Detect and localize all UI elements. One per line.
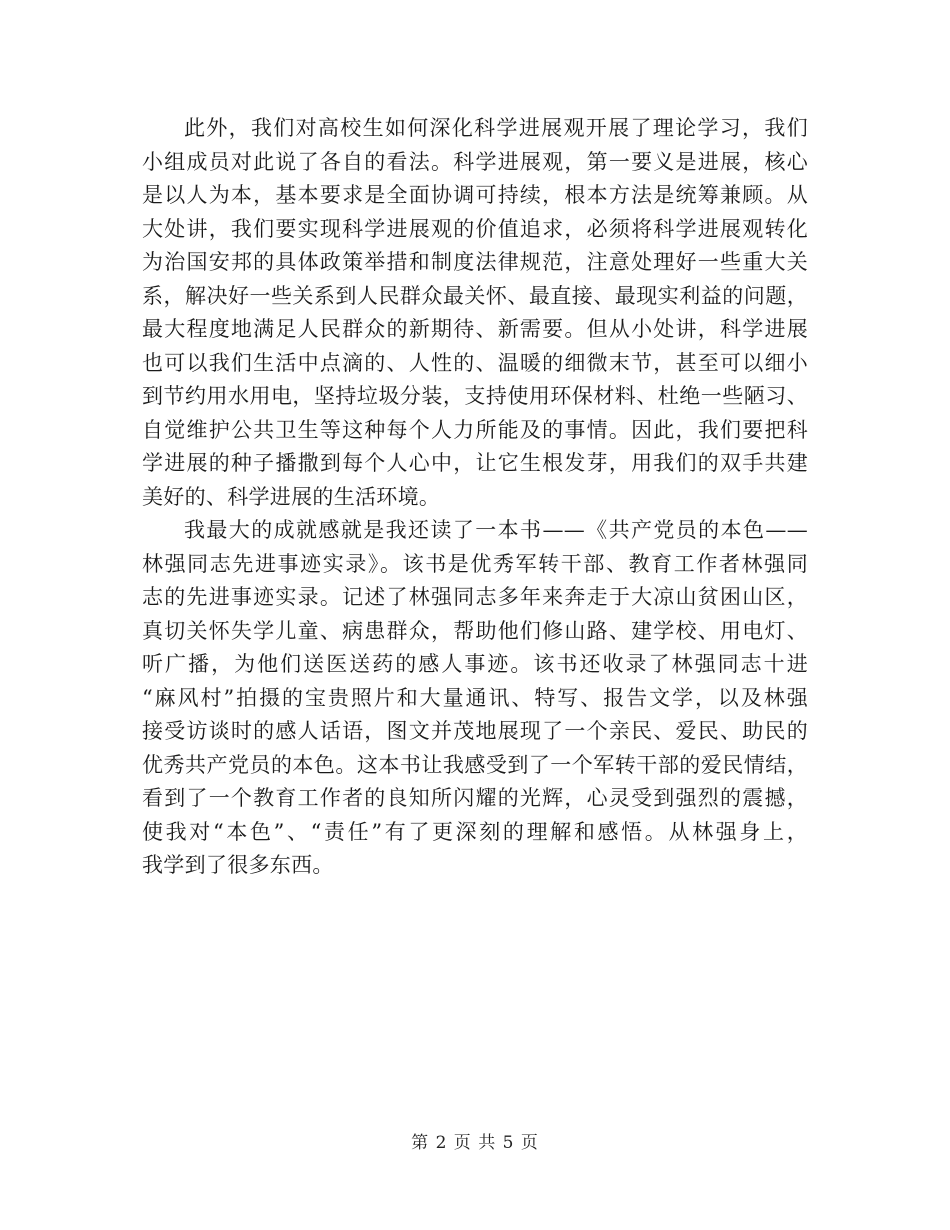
paragraph-1 bbox=[142, 112, 808, 514]
paragraph-line: 自觉维护公共卫生等这种每个人力所能及的事情。因此，我们要把科 bbox=[142, 417, 808, 442]
paragraph-line: 我学到了很多东西。 bbox=[142, 853, 334, 877]
paragraph-line: 林强同志先进事迹实录》。该书是优秀军转干部、教育工作者林强同 bbox=[142, 551, 808, 576]
paragraph-line: 此外，我们对高校生如何深化科学进展观开展了理论学习，我们 bbox=[184, 116, 808, 140]
paragraph-line: 听广播，为他们送医送药的感人事迹。该书还收录了林强同志十进 bbox=[142, 652, 808, 676]
paragraph-line: 是以人为本，基本要求是全面协调可持续，根本方法是统筹兼顾。从 bbox=[142, 183, 808, 207]
paragraph-line: 我最大的成就感就是我还读了一本书——《共产党员的本色—— bbox=[184, 518, 808, 542]
paragraph-line: 美好的、科学进展的生活环境。 bbox=[142, 484, 441, 509]
paragraph-line: 到节约用水用电，坚持垃圾分装，支持使用环保材料、杜绝一些陋习、 bbox=[142, 384, 808, 408]
paragraph-line: 看到了一个教育工作者的良知所闪耀的光辉，心灵受到强烈的震撼， bbox=[142, 786, 808, 810]
paragraph-line: 使我对“本色”、“责任”有了更深刻的理解和感悟。从林强身上， bbox=[142, 819, 808, 844]
paragraph-line: 优秀共产党员的本色。这本书让我感受到了一个军转干部的爱民情结， bbox=[142, 752, 808, 777]
paragraph-line: 学进展的种子播撒到每个人心中，让它生根发芽，用我们的双手共建 bbox=[142, 451, 808, 475]
paragraph-line: “麻风村”拍摄的宝贵照片和大量通讯、特写、报告文学，以及林强 bbox=[142, 685, 808, 710]
body-text bbox=[142, 112, 808, 883]
paragraph-line: 最大程度地满足人民群众的新期待、新需要。但从小处讲，科学进展 bbox=[142, 317, 808, 341]
paragraph-line: 系，解决好一些关系到人民群众最关怀、最直接、最现实利益的问题， bbox=[142, 283, 808, 308]
paragraph-line: 也可以我们生活中点滴的、人性的、温暖的细微末节，甚至可以细小 bbox=[142, 350, 808, 375]
paragraph-line: 接受访谈时的感人话语，图文并茂地展现了一个亲民、爱民、助民的 bbox=[142, 719, 808, 743]
paragraph-2 bbox=[142, 514, 808, 883]
paragraph-line: 志的先进事迹实录。记述了林强同志多年来奔走于大凉山贫困山区， bbox=[142, 585, 808, 609]
paragraph-line: 真切关怀失学儿童、病患群众，帮助他们修山路、建学校、用电灯、 bbox=[142, 618, 808, 643]
paragraph-line: 为治国安邦的具体政策举措和制度法律规范，注意处理好一些重大关 bbox=[142, 250, 808, 274]
paragraph-line: 大处讲，我们要实现科学进展观的价值追求，必须将科学进展观转化 bbox=[142, 216, 808, 241]
paragraph-line: 小组成员对此说了各自的看法。科学进展观，第一要义是进展，核心 bbox=[142, 149, 808, 174]
page-number-footer: 第 2 页 共 5 页 bbox=[411, 1133, 539, 1153]
